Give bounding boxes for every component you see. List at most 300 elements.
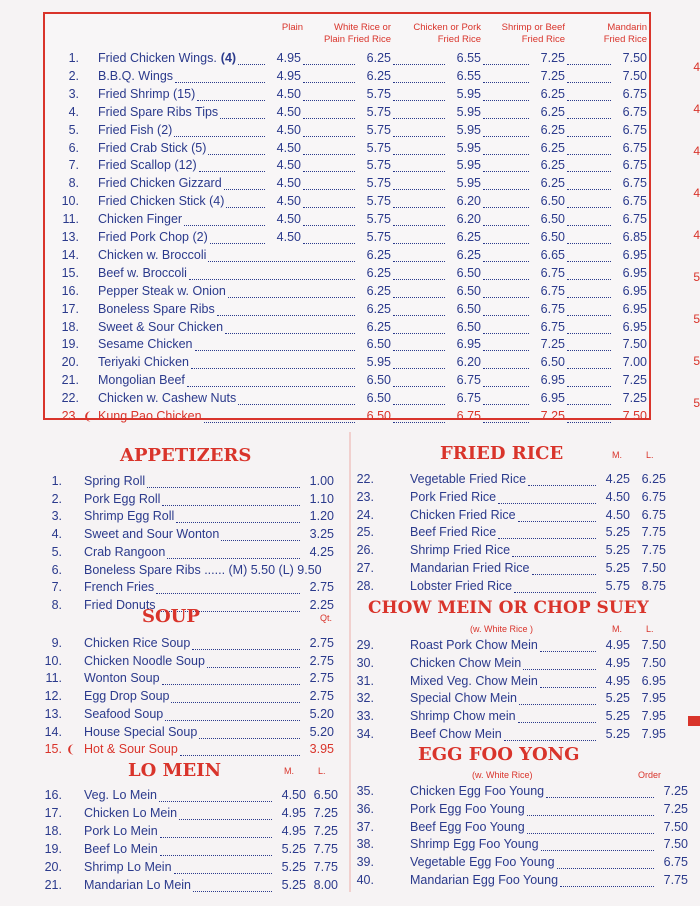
- appetizers-number: 8.: [51, 597, 62, 612]
- dot-leader: [208, 154, 265, 155]
- combo-number: 8.: [68, 176, 79, 191]
- friedrice-l-label: L.: [646, 450, 654, 460]
- dot-leader: [540, 651, 596, 652]
- lomein-number: 17.: [44, 805, 62, 820]
- edge-fragment: 5: [693, 354, 700, 368]
- dot-leader: [393, 315, 445, 316]
- dot-leader: [567, 243, 611, 244]
- combo-price: 6.50: [456, 283, 481, 298]
- lomein-name: Veg. Lo Mein: [84, 788, 157, 802]
- dot-leader: [567, 118, 611, 119]
- lomein-number: 18.: [44, 823, 62, 838]
- dot-leader: [189, 279, 355, 280]
- dot-leader: [393, 64, 445, 65]
- combo-number: 14.: [61, 247, 79, 262]
- combo-price: 6.95: [456, 337, 481, 352]
- combo-price: 4.95: [276, 51, 301, 65]
- combo-price: 6.55: [456, 51, 481, 65]
- dot-leader: [567, 189, 611, 190]
- dot-leader: [567, 171, 611, 172]
- appetizers-name: French Fries: [84, 580, 155, 595]
- lomein-medium-price: 4.95: [281, 823, 306, 838]
- lomein-row: [40, 806, 340, 824]
- combo-row: [45, 141, 649, 159]
- dot-leader: [226, 207, 265, 208]
- combo-price: 6.25: [366, 265, 391, 280]
- appetizers-number: 6.: [51, 562, 62, 577]
- combo-name: Sesame Chicken: [98, 337, 193, 352]
- combo-extra: (4): [220, 51, 237, 65]
- combo-price: 6.50: [456, 301, 481, 316]
- friedrice-row: [352, 543, 668, 561]
- dot-leader: [228, 297, 355, 298]
- dot-leader: [393, 171, 445, 172]
- chowmein-row: [352, 727, 668, 745]
- combo-row: [45, 355, 649, 373]
- eggfoo-name: Shrimp Egg Foo Young: [410, 837, 539, 852]
- dot-leader: [393, 225, 445, 226]
- dot-leader: [204, 422, 355, 423]
- dot-leader: [523, 669, 596, 670]
- dot-leader: [567, 333, 611, 334]
- friedrice-medium-price: 4.50: [605, 489, 630, 504]
- dot-leader: [167, 558, 300, 559]
- combo-row: [45, 123, 649, 141]
- appetizers-price: 2.25: [309, 597, 334, 612]
- combo-price: 6.50: [540, 212, 565, 227]
- dot-leader: [567, 279, 611, 280]
- dot-leader: [393, 297, 445, 298]
- combo-price: 6.75: [456, 409, 481, 423]
- friedrice-name: Chicken Fried Rice: [410, 507, 516, 522]
- combo-price: 7.25: [622, 391, 647, 406]
- appetizers-number: 5.: [51, 544, 62, 559]
- combo-price: 6.20: [456, 194, 481, 209]
- soup-name: Chicken Rice Soup: [84, 636, 191, 650]
- combo-price: 6.95: [540, 373, 565, 388]
- dot-leader: [540, 687, 596, 688]
- combo-name: Mongolian Beef: [98, 373, 185, 388]
- combo-price: 4.50: [276, 140, 301, 155]
- eggfoo-price: 6.75: [663, 855, 688, 870]
- dot-leader: [191, 368, 355, 369]
- combo-name: Fried Crab Stick (5): [98, 140, 207, 155]
- chowmein-l-label: L.: [646, 624, 654, 634]
- hot-spicy-icon: ❨: [66, 744, 76, 757]
- fried-rice-heading: FRIED RICE: [440, 443, 564, 464]
- combo-price: 5.75: [366, 140, 391, 155]
- eggfoo-number: 40.: [356, 873, 374, 887]
- header-chicken-pork-rice: Chicken or Pork Fried Rice: [413, 22, 481, 45]
- combo-name: Teriyaki Chicken: [98, 355, 190, 370]
- chowmein-medium-price: 5.25: [605, 691, 630, 706]
- combo-price: 6.50: [540, 194, 565, 209]
- lomein-number: 21.: [44, 877, 62, 892]
- dot-leader: [483, 404, 529, 405]
- combo-price: 5.95: [366, 355, 391, 370]
- combo-name: Fried Scallop (12): [98, 158, 197, 173]
- chowmein-number: 30.: [356, 655, 374, 670]
- friedrice-large-price: 7.50: [641, 561, 666, 575]
- combo-price: 6.95: [540, 391, 565, 406]
- dot-leader: [546, 797, 654, 798]
- dot-leader: [512, 556, 596, 557]
- soup-row: [40, 707, 336, 725]
- combo-name: Boneless Spare Ribs: [98, 301, 215, 316]
- combo-price: 6.75: [540, 319, 565, 334]
- combo-name: Kung Pao Chicken: [98, 409, 202, 423]
- chowmein-medium-price: 4.95: [605, 655, 630, 670]
- dot-leader: [180, 755, 300, 756]
- combo-price: 6.25: [540, 140, 565, 155]
- friedrice-medium-price: 5.25: [605, 561, 630, 575]
- dot-leader: [483, 297, 529, 298]
- soup-price: 3.95: [309, 742, 334, 757]
- appetizers-price: 2.75: [309, 580, 334, 595]
- edge-fragment: 4: [693, 186, 700, 200]
- combo-row: [45, 51, 649, 69]
- friedrice-large-price: 8.75: [641, 578, 666, 593]
- dot-leader: [179, 819, 272, 820]
- dot-leader: [567, 297, 611, 298]
- eggfoo-number: 39.: [356, 855, 374, 870]
- dot-leader: [567, 386, 611, 387]
- dot-leader: [208, 261, 355, 262]
- soup-heading: SOUP: [142, 606, 200, 627]
- combo-price: 7.25: [540, 337, 565, 352]
- soup-number: 11.: [45, 671, 62, 686]
- eggfoo-number: 36.: [356, 801, 374, 816]
- combo-price: 6.75: [622, 194, 647, 209]
- combo-price: 6.75: [540, 283, 565, 298]
- eggfoo-sub: (w. White Rice): [472, 770, 533, 780]
- friedrice-m-label: M.: [612, 450, 622, 460]
- combo-price: 6.25: [366, 319, 391, 334]
- chowmein-row: [352, 656, 668, 674]
- edge-fragment: 4: [693, 60, 700, 74]
- dot-leader: [498, 538, 596, 539]
- combo-price: 6.50: [366, 409, 391, 423]
- chowmein-sub: (w. White Rice ): [470, 624, 534, 634]
- combo-number: 19.: [61, 337, 79, 352]
- lomein-number: 16.: [44, 788, 62, 802]
- combo-price: 6.75: [622, 122, 647, 137]
- friedrice-number: 27.: [356, 561, 374, 575]
- chowmein-name: Mixed Veg. Chow Mein: [410, 673, 538, 688]
- friedrice-number: 22.: [356, 472, 374, 486]
- soup-number: 12.: [44, 689, 62, 704]
- combo-row: [45, 230, 649, 248]
- eggfoo-row: [352, 802, 690, 820]
- dot-leader: [162, 684, 300, 685]
- combo-price: 5.95: [456, 158, 481, 173]
- combo-name: Chicken w. Cashew Nuts: [98, 391, 237, 406]
- combo-row: [45, 284, 649, 302]
- dot-leader: [567, 261, 611, 262]
- dot-leader: [567, 315, 611, 316]
- combo-number: 10.: [61, 194, 79, 209]
- edge-tab: [688, 716, 700, 726]
- dot-leader: [303, 171, 355, 172]
- combo-row: [45, 105, 649, 123]
- combo-number: 21.: [61, 373, 79, 388]
- lomein-large-price: 7.25: [313, 805, 338, 820]
- chowmein-large-price: 7.95: [641, 691, 666, 706]
- combo-number: 6.: [68, 140, 79, 155]
- dot-leader: [393, 118, 445, 119]
- lomein-medium-price: 5.25: [281, 841, 306, 856]
- combo-price: 7.50: [622, 68, 647, 83]
- friedrice-row: [352, 490, 668, 508]
- friedrice-large-price: 6.75: [641, 489, 666, 504]
- dot-leader: [393, 261, 445, 262]
- dot-leader: [303, 243, 355, 244]
- appetizers-row: [40, 492, 336, 510]
- dot-leader: [393, 279, 445, 280]
- eggfoo-name: Beef Egg Foo Young: [410, 819, 525, 834]
- combo-name: Fried Pork Chop (2): [98, 230, 208, 244]
- appetizers-name: Spring Roll: [84, 474, 146, 488]
- combo-price: 6.25: [540, 176, 565, 191]
- eggfoo-price: 7.25: [663, 784, 688, 798]
- lomein-large-price: 7.75: [313, 859, 338, 874]
- lomein-heading: LO MEIN: [128, 760, 222, 781]
- combo-price: 6.25: [540, 104, 565, 119]
- lomein-row: [40, 878, 340, 896]
- combo-price: 4.50: [276, 176, 301, 191]
- combo-price: 6.25: [366, 301, 391, 316]
- chowmein-large-price: 7.50: [641, 655, 666, 670]
- eggfoo-name: Pork Egg Foo Young: [410, 801, 525, 816]
- chowmein-medium-price: 5.25: [605, 709, 630, 724]
- friedrice-row: [352, 579, 668, 597]
- combo-number: 16.: [61, 283, 79, 298]
- combo-price: 6.50: [366, 391, 391, 406]
- appetizers-row: [40, 509, 336, 527]
- friedrice-large-price: 6.25: [641, 472, 666, 486]
- combo-price: 6.75: [622, 104, 647, 119]
- dot-leader: [532, 574, 597, 575]
- combo-number: 2.: [68, 68, 79, 83]
- combo-price: 6.95: [622, 247, 647, 262]
- eggfoo-name: Mandarian Egg Foo Young: [410, 873, 559, 887]
- combo-price: 6.95: [622, 301, 647, 316]
- friedrice-name: Lobster Fried Rice: [410, 578, 513, 593]
- dot-leader: [567, 82, 611, 83]
- appetizers-price: 1.10: [309, 491, 334, 506]
- dot-leader: [221, 540, 300, 541]
- chowmein-number: 33.: [356, 709, 374, 724]
- combo-price: 6.25: [366, 247, 391, 262]
- combo-number: 18.: [61, 319, 79, 334]
- soup-name: Seafood Soup: [84, 706, 164, 721]
- soup-number: 9.: [51, 636, 62, 650]
- friedrice-large-price: 6.75: [641, 507, 666, 522]
- combo-number: 20.: [61, 355, 79, 370]
- combo-number: 15.: [61, 265, 79, 280]
- eggfoo-row: [352, 873, 690, 891]
- dot-leader: [192, 649, 300, 650]
- dot-leader: [527, 833, 654, 834]
- dot-leader: [303, 225, 355, 226]
- lomein-row: [40, 842, 340, 860]
- chowmein-name: Special Chow Mein: [410, 691, 517, 706]
- header-plain: Plain: [281, 22, 303, 33]
- dot-leader: [160, 837, 272, 838]
- dot-leader: [541, 850, 654, 851]
- dot-leader: [303, 154, 355, 155]
- appetizers-name: Boneless Spare Ribs ...... (M) 5.50 (L) 9.50: [84, 562, 322, 577]
- soup-row: [40, 636, 336, 654]
- chowmein-number: 34.: [356, 727, 374, 741]
- dot-leader: [225, 333, 355, 334]
- soup-row: [40, 742, 336, 760]
- combo-price: 5.75: [366, 104, 391, 119]
- dot-leader: [175, 82, 265, 83]
- dot-leader: [184, 225, 265, 226]
- chowmein-number: 32.: [356, 691, 374, 706]
- combo-price: 4.50: [276, 158, 301, 173]
- lomein-medium-price: 5.25: [281, 877, 306, 892]
- dot-leader: [393, 404, 445, 405]
- chowmein-medium-price: 4.95: [605, 673, 630, 688]
- soup-size-label: Qt.: [320, 613, 333, 623]
- soup-name: Wonton Soup: [84, 671, 160, 686]
- soup-number: 14.: [44, 724, 62, 739]
- dot-leader: [483, 154, 529, 155]
- combo-row: [45, 337, 649, 355]
- dot-leader: [567, 207, 611, 208]
- combo-price: 5.75: [366, 212, 391, 227]
- chowmein-m-label: M.: [612, 624, 622, 634]
- combo-row: [45, 320, 649, 338]
- lomein-medium-price: 4.50: [281, 788, 306, 802]
- combo-price: 6.25: [540, 86, 565, 101]
- appetizers-price: 1.20: [309, 509, 334, 524]
- dot-leader: [560, 886, 654, 887]
- eggfoo-number: 35.: [356, 784, 374, 798]
- appetizers-name: Pork Egg Roll: [84, 491, 161, 506]
- dot-leader: [393, 189, 445, 190]
- chowmein-large-price: 7.50: [641, 638, 666, 652]
- soup-number: 13.: [44, 706, 62, 721]
- combo-number: 22.: [61, 391, 79, 406]
- eggfoo-number: 37.: [356, 819, 374, 834]
- combo-row: [45, 248, 649, 266]
- dot-leader: [514, 592, 596, 593]
- dot-leader: [519, 704, 596, 705]
- combo-price: 6.75: [622, 176, 647, 191]
- dot-leader: [393, 386, 445, 387]
- dot-leader: [483, 368, 529, 369]
- dot-leader: [171, 702, 300, 703]
- combo-name: Fried Chicken Stick (4): [98, 194, 225, 209]
- dot-leader: [483, 243, 529, 244]
- eggfoo-name: Chicken Egg Foo Young: [410, 784, 545, 798]
- eggfoo-row: [352, 784, 690, 802]
- combo-name: Fried Spare Ribs Tips: [98, 104, 219, 119]
- dot-leader: [393, 350, 445, 351]
- chowmein-name: Chicken Chow Mein: [410, 655, 522, 670]
- chowmein-large-price: 6.95: [641, 673, 666, 688]
- dot-leader: [393, 422, 445, 423]
- combo-price: 4.50: [276, 122, 301, 137]
- soup-name: Egg Drop Soup: [84, 689, 170, 704]
- combo-price: 5.95: [456, 104, 481, 119]
- soup-row: [40, 725, 336, 743]
- dot-leader: [528, 485, 596, 486]
- header-shrimp-beef-rice: Shrimp or Beef Fried Rice: [501, 22, 565, 45]
- edge-fragment: 4: [693, 228, 700, 242]
- combo-price: 6.25: [366, 68, 391, 83]
- combo-row: [45, 194, 649, 212]
- dot-leader: [567, 154, 611, 155]
- dot-leader: [483, 386, 529, 387]
- soup-name: Chicken Noodle Soup: [84, 653, 205, 668]
- dot-leader: [303, 136, 355, 137]
- friedrice-medium-price: 5.25: [605, 525, 630, 540]
- dot-leader: [483, 350, 529, 351]
- dot-leader: [303, 189, 355, 190]
- combo-price: 6.25: [456, 247, 481, 262]
- combo-price: 6.75: [622, 212, 647, 227]
- soup-price: 5.20: [309, 706, 334, 721]
- dot-leader: [557, 868, 654, 869]
- lomein-number: 19.: [44, 841, 62, 856]
- edge-fragment: 5: [693, 270, 700, 284]
- chowmein-large-price: 7.95: [641, 727, 666, 741]
- combo-price: 5.95: [456, 122, 481, 137]
- dot-leader: [483, 279, 529, 280]
- dot-leader: [567, 350, 611, 351]
- combo-price: 6.75: [540, 265, 565, 280]
- soup-name: Hot & Sour Soup: [84, 742, 178, 757]
- dot-leader: [567, 422, 611, 423]
- soup-number: 10.: [44, 653, 62, 668]
- combo-price: 6.25: [366, 283, 391, 298]
- dot-leader: [210, 243, 265, 244]
- combo-row: [45, 87, 649, 105]
- eggfoo-row: [352, 837, 690, 855]
- combo-number: 13.: [61, 230, 79, 244]
- lomein-name: Chicken Lo Mein: [84, 805, 178, 820]
- friedrice-row: [352, 472, 668, 490]
- dot-leader: [483, 225, 529, 226]
- combo-number: 1.: [68, 51, 79, 65]
- eggfoo-price: 7.50: [663, 837, 688, 852]
- dot-leader: [303, 100, 355, 101]
- dot-leader: [483, 64, 529, 65]
- combo-price: 6.50: [366, 373, 391, 388]
- chowmein-number: 29.: [356, 638, 374, 652]
- combo-name: Beef w. Broccoli: [98, 265, 187, 280]
- friedrice-number: 23.: [356, 489, 374, 504]
- dot-leader: [483, 189, 529, 190]
- soup-price: 2.75: [309, 689, 334, 704]
- friedrice-row: [352, 561, 668, 579]
- chowmein-number: 31.: [356, 673, 374, 688]
- appetizers-number: 3.: [51, 509, 62, 524]
- dot-leader: [147, 487, 300, 488]
- lomein-name: Beef Lo Mein: [84, 841, 158, 856]
- edge-fragment: 5: [693, 312, 700, 326]
- appetizers-name: Shrimp Egg Roll: [84, 509, 175, 524]
- combo-price: 6.50: [456, 265, 481, 280]
- combo-price: 5.75: [366, 158, 391, 173]
- combo-name: Chicken Finger: [98, 212, 183, 227]
- appetizers-price: 4.25: [309, 544, 334, 559]
- combo-price: 4.50: [276, 86, 301, 101]
